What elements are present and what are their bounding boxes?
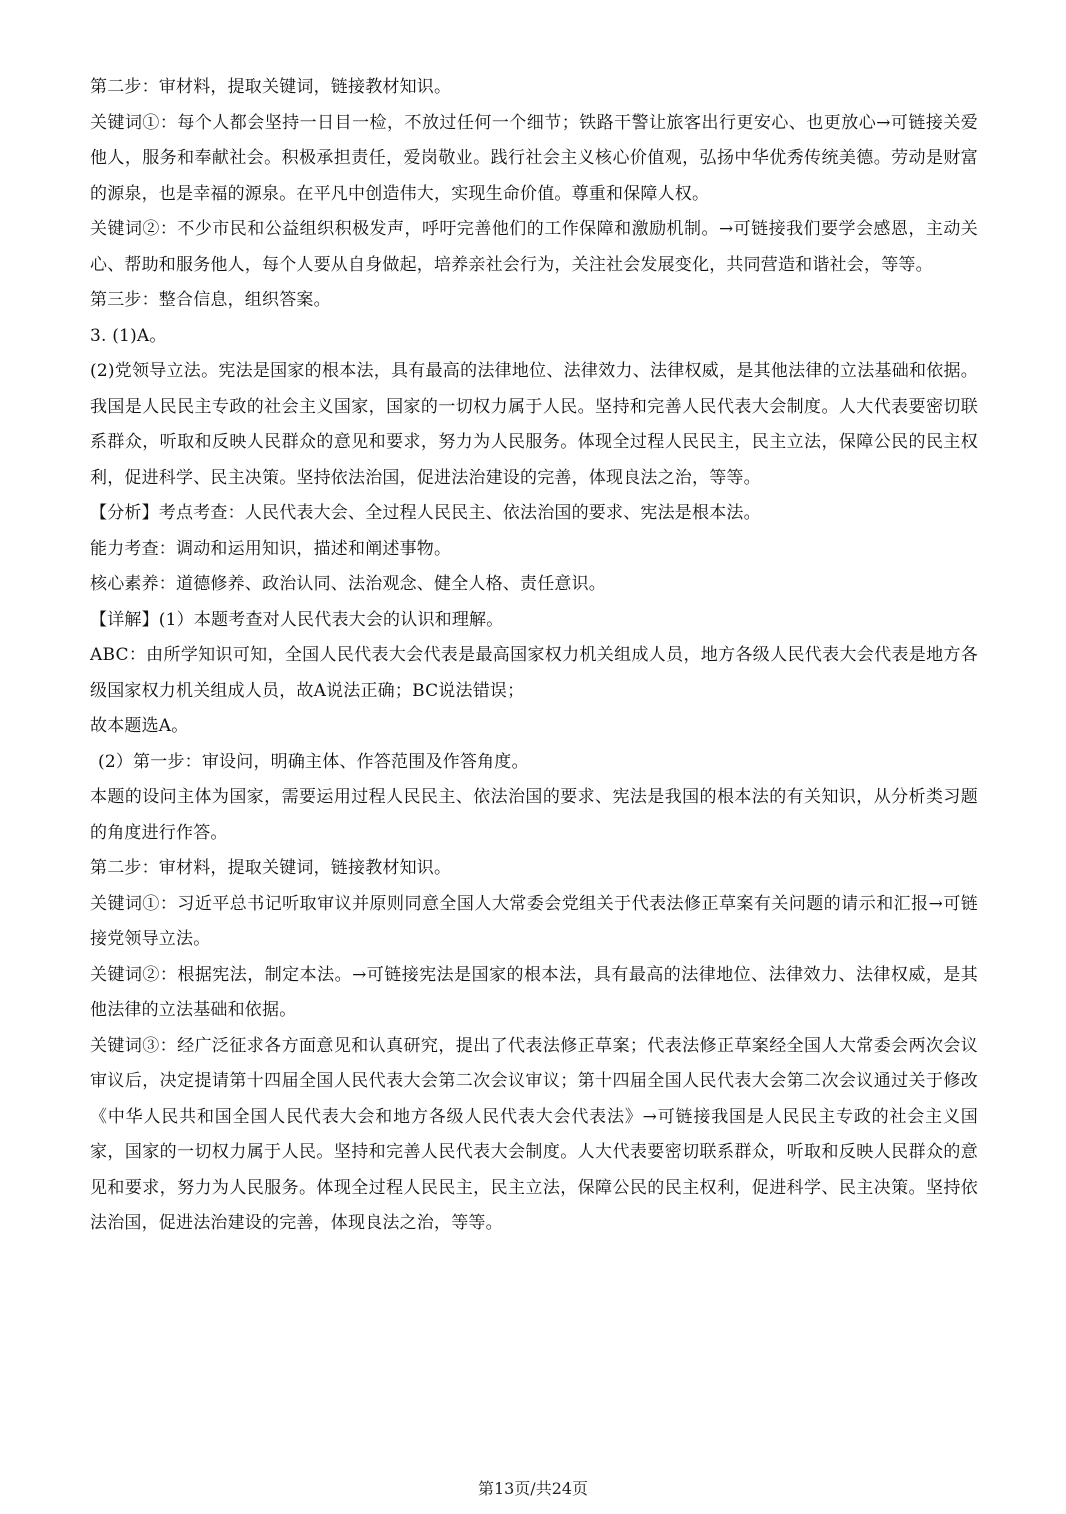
step-two-heading: 第二步：审材料，提取关键词，链接教材知识。 xyxy=(90,77,452,97)
keyword-two-paragraph: 关键词②：不少市民和公益组织积极发声，呼吁完善他们的工作保障和激励机制。→可链接我们要学会感恩，主动关心、帮助和服务他人，每个人要从自身做起，培养亲社会行为，关注社会发展变化，共同营造和谐社会，等等。 xyxy=(90,219,978,275)
question-three-answer-two: (2)党领导立法。宪法是国家的根本法，具有最高的法律地位、法律效力、法律权威，是其他法律的立法基础和依据。我国是人民民主专政的社会主义国家，国家的一切权力属于人民。坚持和完善人民代表大会制度。人大代表要密切联系群众，听取和反映人民群众的意见和要求，努力为人民服务。体现全过程人民民主，民主立法，保障公民的民主权利，促进科学、民主决策。坚持依法治国，促进法治建设的完善，体现良法之治，等等。 xyxy=(90,361,978,488)
detail-heading: 【详解】(1）本题考查对人民代表大会的认识和理解。 xyxy=(90,609,504,630)
question-three-answer-one: 3. (1)A。 xyxy=(90,325,167,346)
abc-explanation: ABC：由所学知识可知，全国人民代表大会代表是最高国家权力机关组成人员，地方各级人民代表大会代表是地方各级国家权力机关组成人员，故A说法正确；BC说法错误； xyxy=(90,645,978,701)
part-two-step-two: 第二步：审材料，提取关键词，链接教材知识。 xyxy=(90,858,452,878)
answer-selection: 故本题选A。 xyxy=(90,716,189,736)
keyword-one-paragraph: 关键词①：每个人都会坚持一日目一检，不放过任何一个细节；铁路干警让旅客出行更安心、也更放心→可链接关爱他人，服务和奉献社会。积极承担责任，爱岗敬业。践行社会主义核心价值观，弘扬中华优秀传统美德。劳动是财富的源泉，也是幸福的源泉。在平凡中创造伟大，实现生命价值。尊重和保障人权。 xyxy=(90,112,978,204)
part-two-step-one: (2）第一步：审设问，明确主体、作答范围及作答角度。 xyxy=(98,751,529,772)
step-three-heading: 第三步：整合信息，组织答案。 xyxy=(90,290,331,310)
ability-line: 能力考查：调动和运用知识，描述和阐述事物。 xyxy=(90,538,452,559)
document-body xyxy=(90,70,978,1242)
part-two-keyword-three: 关键词③：经广泛征求各方面意见和认真研究，提出了代表法修正草案；代表法修正草案经全国人大常委会两次会议审议后，决定提请第十四届全国人民代表大会第二次会议审议；第十四届全国人民代表大会第二次会议通过关于修改《中华人民共和国全国人民代表大会和地方各级人民代表大会代表法》→可链接我国是人民民主专政的社会主义国家，国家的一切权力属于人民。坚持和完善人民代表大会制度。人大代表要密切联系群众，听取和反映人民群众的意见和要求，努力为人民服务。体现全过程人民民主，民主立法，保障公民的民主权利，促进科学、民主决策。坚持依法治国，促进法治建设的完善，体现良法之治，等等。 xyxy=(90,1035,978,1233)
analysis-heading: 【分析】考点考查：人民代表大会、全过程人民民主、依法治国的要求、宪法是根本法。 xyxy=(90,503,761,523)
part-two-keyword-two: 关键词②：根据宪法，制定本法。→可链接宪法是国家的根本法，具有最高的法律地位、法律效力、法律权威，是其他法律的立法基础和依据。 xyxy=(90,964,978,1020)
page-number-footer: 第13页/共24页 xyxy=(477,1479,589,1498)
core-literacy-line: 核心素养：道德修养、政治认同、法治观念、健全人格、责任意识。 xyxy=(90,574,606,594)
subject-explanation: 本题的设问主体为国家，需要运用过程人民民主、依法治国的要求、宪法是我国的根本法的有关知识，从分析类习题的角度进行作答。 xyxy=(90,787,978,843)
part-two-keyword-one: 关键词①：习近平总书记听取审议并原则同意全国人大常委会党组关于代表法修正草案有关问题的请示和汇报→可链接党领导立法。 xyxy=(90,893,978,949)
